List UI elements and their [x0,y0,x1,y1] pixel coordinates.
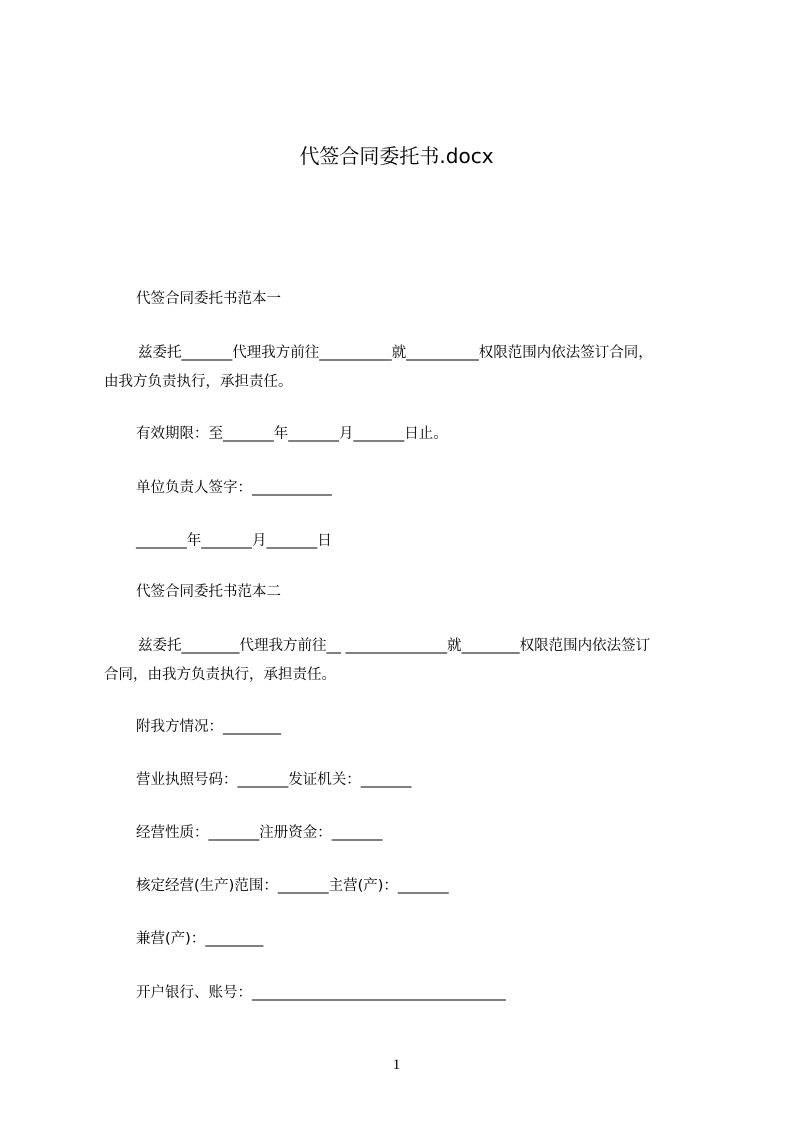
paragraph-business-nature [104,819,736,848]
text-line: 由我方负责执行，承担责任。 [104,374,293,390]
paragraph-signature [104,474,736,503]
text-line: _______年_______月_______日 [136,533,332,549]
text-line: 兹委托________代理我方前往__ ______________就________权限范围内依法签订 [138,638,651,654]
paragraph-secondary-business [104,925,736,954]
text-line: 单位负责人签字：___________ [136,480,332,496]
text-line: 营业执照号码：_______发证机关：_______ [136,772,412,788]
section-heading-1 [104,285,736,314]
text-line: 经营性质：_______注册资金：_______ [136,825,383,841]
text-line: 核定经营(生产)范围：_______主营(产)：_______ [136,878,449,894]
text-line: 代签合同委托书范本一 [136,291,281,307]
text-line: 兼营(产)：________ [136,931,264,947]
section-heading-2 [104,578,736,607]
page-number: 1 [392,1057,401,1073]
paragraph-bank-account [104,979,736,1008]
paragraph-validity [104,420,736,449]
text-line: 开户银行、账号：___________________________________ [136,985,506,1001]
text-line: 代签合同委托书范本二 [136,584,281,600]
text-line: 合同，由我方负责执行，承担责任。 [104,667,336,683]
paragraph-entrust-1 [104,339,704,397]
text-line: 有效期限：至_______年_______月_______日止。 [136,426,448,442]
paragraph-license [104,766,736,795]
paragraph-entrust-2 [104,632,704,690]
paragraph-business-scope [104,872,736,901]
text-line: 附我方情况：________ [136,719,281,735]
paragraph-our-info [104,713,736,742]
paragraph-date [104,527,736,556]
document-title: 代签合同委托书.docx [299,144,494,168]
text-line: 兹委托_______代理我方前往__________就__________权限范围内依法签订合同， [138,345,653,361]
